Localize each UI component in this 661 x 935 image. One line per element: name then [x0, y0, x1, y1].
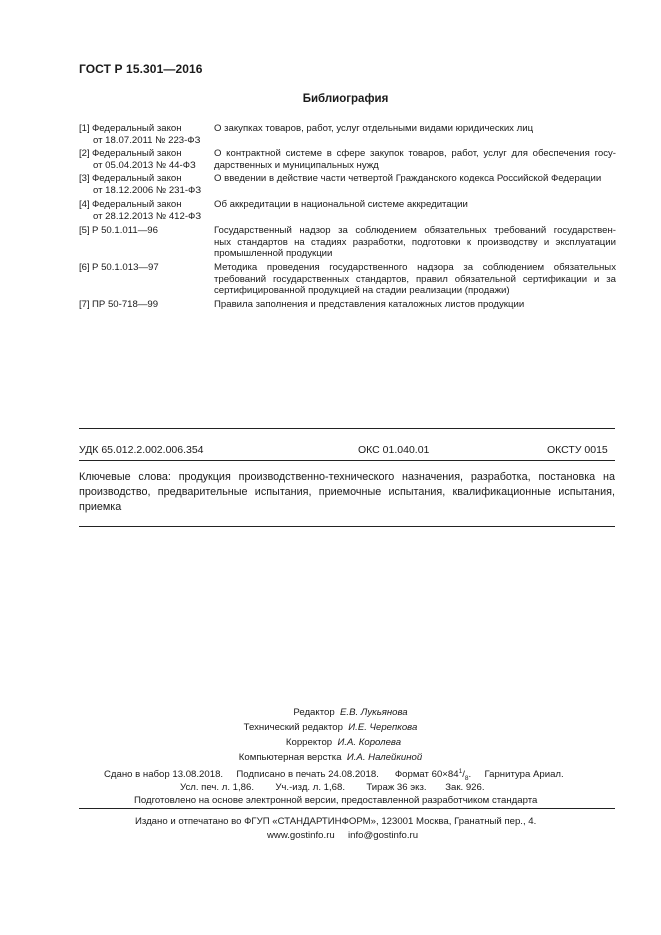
staff-tech-editor: Технический редактор И.Е. Черепкова: [243, 722, 418, 733]
entry-description: О введении в действие части четвертой Гражданского кодекса Российской Федерации: [214, 173, 602, 184]
divider-keywords: [79, 526, 615, 527]
entry-description: О контрактной системе в сфере закупок товаров, работ, услуг для обеспечения госу- дарственных и муниципальных нужд: [214, 148, 616, 171]
entry-description: Методика проведения государственного надзора за соблюдением обязательных требований государственных стандартов, правил обязательной сертификации и за сертифицированной продукцией на стадии реализации (продажи): [214, 262, 616, 296]
entry-document: Федеральный закон: [92, 173, 182, 184]
entry-description: Об аккредитации в национальной системе аккредитации: [214, 199, 468, 210]
entry-document: Р 50.1.011—96: [92, 225, 158, 236]
entry-document-date: от 18.12.2006 № 231-ФЗ: [93, 184, 202, 196]
publisher-contacts: [267, 830, 418, 841]
udk-code: УДК 65.012.2.002.006.354: [79, 444, 204, 456]
publisher-line: Издано и отпечатано во ФГУП «СТАНДАРТИНФОРМ», 123001 Москва, Гранатный пер., 4.: [135, 816, 537, 827]
entry-document: Федеральный закон: [92, 148, 182, 159]
entry-number: [1]: [79, 123, 90, 134]
entry-document: Федеральный закон: [92, 199, 182, 210]
divider-bottom: [79, 808, 615, 809]
imprint-prepared: Подготовлено на основе электронной версии, предоставленной разработчиком стандарта: [134, 795, 538, 806]
bibliography-title: Библиография: [302, 93, 389, 105]
publisher-website[interactable]: www.gostinfo.ru: [267, 830, 335, 841]
okstu-code: ОКСТУ 0015: [547, 444, 608, 456]
divider-middle: [79, 460, 615, 461]
entry-document: Федеральный закон: [92, 123, 182, 134]
entry-description: Правила заполнения и представления каталожных листов продукции: [214, 299, 525, 310]
entry-number: [7]: [79, 299, 90, 310]
standard-designation: ГОСТ Р 15.301—2016: [79, 62, 203, 76]
entry-number: [6]: [79, 262, 90, 273]
entry-document-date: от 05.04.2013 № 44-ФЗ: [93, 159, 196, 171]
entry-document: ПР 50-718—99: [92, 299, 159, 310]
imprint-line-2: Усл. печ. л. 1,86. Уч.-изд. л. 1,68. Тираж 36 экз. Зак. 926.: [180, 782, 485, 793]
keywords: Ключевые слова: продукция производственно-технического назначения, разработка, постановка на производство, предварительные испытания, приемочные испытания, квалификационные испытания, приемка: [79, 471, 615, 513]
entry-description: О закупках товаров, работ, услуг отдельными видами юридических лиц: [214, 123, 534, 134]
entry-document-date: от 18.07.2011 № 223-ФЗ: [93, 134, 201, 146]
imprint-line-1: Сдано в набор 13.08.2018. Подписано в печать 24.08.2018. Формат $60\times 84^1/_8$. Гарнитура Ариал.: [104, 768, 564, 783]
oks-code: ОКС 01.040.01: [358, 444, 430, 456]
staff-layout: Компьютерная верстка И.А. Налейкиной: [238, 752, 423, 763]
publisher-email[interactable]: info@gostinfo.ru: [348, 830, 419, 841]
entry-number: [2]: [79, 148, 90, 159]
entry-document: Р 50.1.013—97: [92, 262, 159, 273]
entry-number: [3]: [79, 173, 90, 184]
entry-number: [5]: [79, 225, 90, 236]
staff-corrector: Корректор И.А. Королева: [285, 737, 402, 748]
entry-document-date: от 28.12.2013 № 412-ФЗ: [93, 210, 202, 222]
entry-number: [4]: [79, 199, 90, 210]
staff-editor: Редактор Е.В. Лукьянова: [293, 707, 408, 718]
divider-top: [79, 428, 615, 429]
entry-description: Государственный надзор за соблюдением обязательных требований государствен- ных стандартов на стадиях разработки, подготовки к производству и эксплуатации промышленной продукции: [214, 225, 616, 259]
